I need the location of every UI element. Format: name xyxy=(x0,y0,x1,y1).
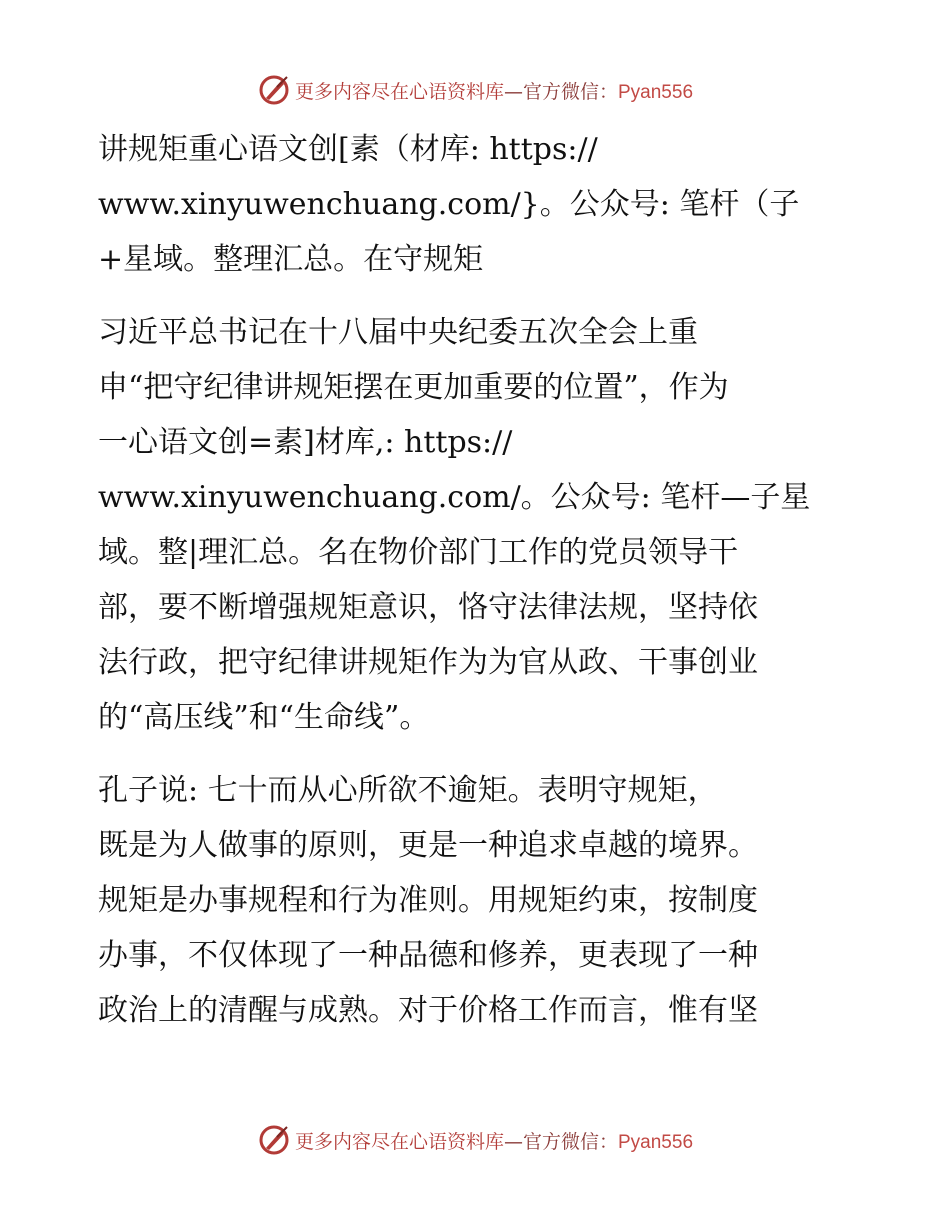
text-line: 既是为人做事的原则，更是一种追求卓越的境界。 xyxy=(98,828,758,863)
text-line: 办事，不仅体现了一种品德和修养，更表现了一种 xyxy=(98,938,758,973)
text-line: 域。整|理汇总。名在物价部门工作的党员领导干 xyxy=(98,535,739,570)
quill-pen-logo-icon xyxy=(257,73,291,107)
quill-pen-logo-icon xyxy=(257,1123,291,1157)
document-body xyxy=(98,122,850,1056)
text-line: 部，要不断增强规矩意识，恪守法律法规，坚持依 xyxy=(98,590,758,625)
text-line: 一心语文创=素]材库,: https:// xyxy=(98,425,513,460)
text-line: www.xinyuwenchuang.com/。公众号: 笔杆—子星 xyxy=(98,480,811,515)
text-line: www.xinyuwenchuang.com/}。公众号: 笔杆（子 xyxy=(98,187,800,222)
paragraph-1 xyxy=(98,122,850,287)
text-line: 的“高压线”和“生命线”。 xyxy=(98,700,430,735)
text-line: 孔子说: 七十而从心所欲不逾矩。表明守规矩， xyxy=(98,773,718,808)
text-line: 习近平总书记在十八届中央纪委五次全会上重 xyxy=(98,315,698,350)
text-line: 规矩是办事规程和行为准则。用规矩约束，按制度 xyxy=(98,883,758,918)
watermark-text: 更多内容尽在心语资料库—官方微信：Pyan556 xyxy=(294,1130,694,1153)
header-watermark xyxy=(0,70,950,110)
text-line: 政治上的清醒与成熟。对于价格工作而言，惟有坚 xyxy=(98,993,758,1028)
watermark-text: 更多内容尽在心语资料库—官方微信：Pyan556 xyxy=(294,80,694,103)
footer-watermark xyxy=(0,1120,950,1160)
text-line: 讲规矩重心语文创[素（材库: https:// xyxy=(98,132,598,167)
text-line: 申“把守纪律讲规矩摆在更加重要的位置”，作为 xyxy=(98,370,729,405)
paragraph-2 xyxy=(98,305,850,745)
text-line: 法行政，把守纪律讲规矩作为为官从政、干事创业 xyxy=(98,645,758,680)
paragraph-3 xyxy=(98,763,850,1038)
text-line: +星域。整理汇总。在守规矩 xyxy=(98,242,484,277)
